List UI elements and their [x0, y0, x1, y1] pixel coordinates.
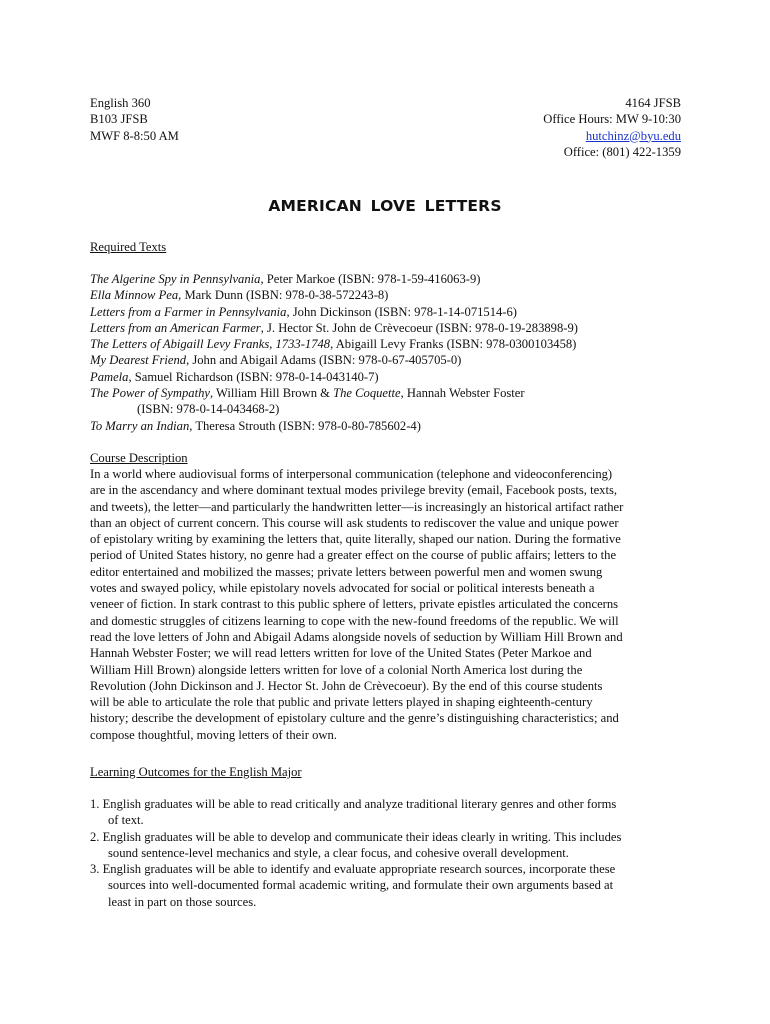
- description-line: are in the ascendancy and where dominant textual modes privilege brevity (email, Facebook posts, texts,: [90, 483, 618, 498]
- description-line: William Hill Brown) alongside letters written for love of a colonial North America lost during the: [90, 662, 583, 677]
- text-item-continuation: (ISBN: 978-0-14-043468-2): [137, 402, 280, 417]
- text-item: Letters from a Farmer in Pennsylvania, John Dickinson (ISBN: 978-1-14-071514-6): [90, 304, 517, 319]
- description-line: will be able to articulate the role that public and private letters played in shaping eighteenth-century: [90, 695, 593, 710]
- book-title: Letters from a Farmer in Pennsylvania: [90, 304, 287, 319]
- description-line: read the love letters of John and Abigail Adams alongside novels of seduction by William Hill Brown and: [90, 629, 623, 644]
- book-title: My Dearest Friend: [90, 353, 187, 368]
- required-texts-heading: Required Texts: [90, 240, 167, 254]
- description-line: Hannah Webster Foster; we will read letters written for love of the United States (Peter Markoe and: [90, 646, 592, 661]
- outcome-item: 2. English graduates will be able to develop and communicate their ideas clearly in writing. This includes: [90, 829, 622, 844]
- description-line: Revolution (John Dickinson and J. Hector St. John de Crèvecoeur). By the end of this course students: [90, 678, 603, 693]
- text-item: To Marry an Indian, Theresa Strouth (ISBN: 978-0-80-785602-4): [90, 418, 421, 433]
- office-hours: Office Hours: MW 9-10:30: [543, 112, 681, 127]
- course-info: [90, 95, 179, 144]
- course-number: English 360: [90, 96, 151, 110]
- outcome-item-continuation: of text.: [108, 813, 144, 828]
- required-texts-list: [90, 271, 578, 434]
- description-line: veneer of fiction. In stark contrast to this public sphere of letters, private epistles articulated the concerns: [90, 597, 619, 612]
- book-title: The Coquette: [333, 386, 401, 401]
- text-item: The Power of Sympathy, William Hill Brown & The Coquette, Hannah Webster Foster: [90, 386, 525, 401]
- office-phone: Office: (801) 422-1359: [563, 144, 681, 159]
- text-item: Ella Minnow Pea, Mark Dunn (ISBN: 978-0-38-572243-8): [90, 288, 389, 303]
- page-title: AMERICAN LOVE LETTERS: [268, 197, 502, 215]
- description-line: history; describe the development of epistolary culture and the genre’s distinguishing characteristics; and: [90, 711, 619, 726]
- book-title: The Letters of Abigaill Levy Franks, 1733-1748: [90, 337, 331, 352]
- learning-outcomes-heading: Learning Outcomes for the English Major: [90, 765, 302, 779]
- outcome-item-continuation: sound sentence-level mechanics and style, a clear focus, and cohesive overall development.: [108, 845, 569, 860]
- outcome-item: 3. English graduates will be able to identify and evaluate appropriate research sources, incorporate these: [90, 862, 616, 877]
- text-item: Letters from an American Farmer, J. Hector St. John de Crèvecoeur (ISBN: 978-0-19-283898-9): [90, 320, 578, 335]
- course-description-heading: Course Description: [90, 451, 188, 465]
- description-line: votes and swayed policy, while epistolary novels advocated for social or political interests beneath a: [90, 581, 595, 596]
- description-line: and tweets), the letter—and particularly the handwritten letter—is increasingly an historical artifact rather: [90, 499, 624, 514]
- course-schedule: MWF 8-8:50 AM: [90, 128, 179, 143]
- email-link[interactable]: hutchinz@byu.edu: [585, 128, 681, 143]
- learning-outcomes-list: [90, 796, 621, 910]
- outcome-item-continuation: sources into well-documented formal academic writing, and formulate their own arguments based at: [108, 878, 614, 893]
- description-line: compose thoughtful, moving letters of their own.: [90, 727, 337, 742]
- outcome-item-continuation: least in part on those sources.: [108, 894, 257, 909]
- book-title: Pamela: [90, 369, 129, 384]
- description-line: period of United States history, no genre had a greater effect on the course of public affairs; letters to the: [90, 548, 617, 563]
- description-line: than an object of current concern. This course will ask students to rediscover the value and unique power: [90, 515, 619, 530]
- description-line: editor entertained and mobilized the masses; private letters between powerful men and women swung: [90, 564, 603, 579]
- book-title: Letters from an American Farmer: [90, 320, 261, 335]
- course-description-body: [90, 466, 690, 743]
- description-line: of epistolary writing by examining the letters that, quite literally, shaped our nation. During the formative: [90, 532, 621, 547]
- course-room: B103 JFSB: [90, 112, 148, 127]
- description-line: In a world where audiovisual forms of interpersonal communication (telephone and videoconferencing): [90, 467, 613, 481]
- text-item: The Letters of Abigaill Levy Franks, 1733-1748, Abigaill Levy Franks (ISBN: 978-0300103458): [90, 337, 577, 352]
- book-title: The Algerine Spy in Pennsylvania: [90, 272, 261, 286]
- book-title: Ella Minnow Pea: [90, 288, 179, 303]
- description-line: and domestic struggles of citizens learning to cope with the new-found freedoms of the republic. We will: [90, 613, 619, 628]
- text-item: The Algerine Spy in Pennsylvania, Peter Markoe (ISBN: 978-1-59-416063-9): [90, 272, 481, 286]
- outcome-item: 1. English graduates will be able to read critically and analyze traditional literary genres and other forms: [90, 797, 617, 811]
- book-title: The Power of Sympathy: [90, 386, 210, 401]
- text-item: My Dearest Friend, John and Abigail Adams (ISBN: 978-0-67-405705-0): [90, 353, 462, 368]
- book-title: To Marry an Indian: [90, 418, 190, 433]
- text-item: Pamela, Samuel Richardson (ISBN: 978-0-14-043140-7): [90, 369, 379, 384]
- office-location: 4164 JFSB: [625, 96, 681, 110]
- instructor-info: [543, 95, 681, 160]
